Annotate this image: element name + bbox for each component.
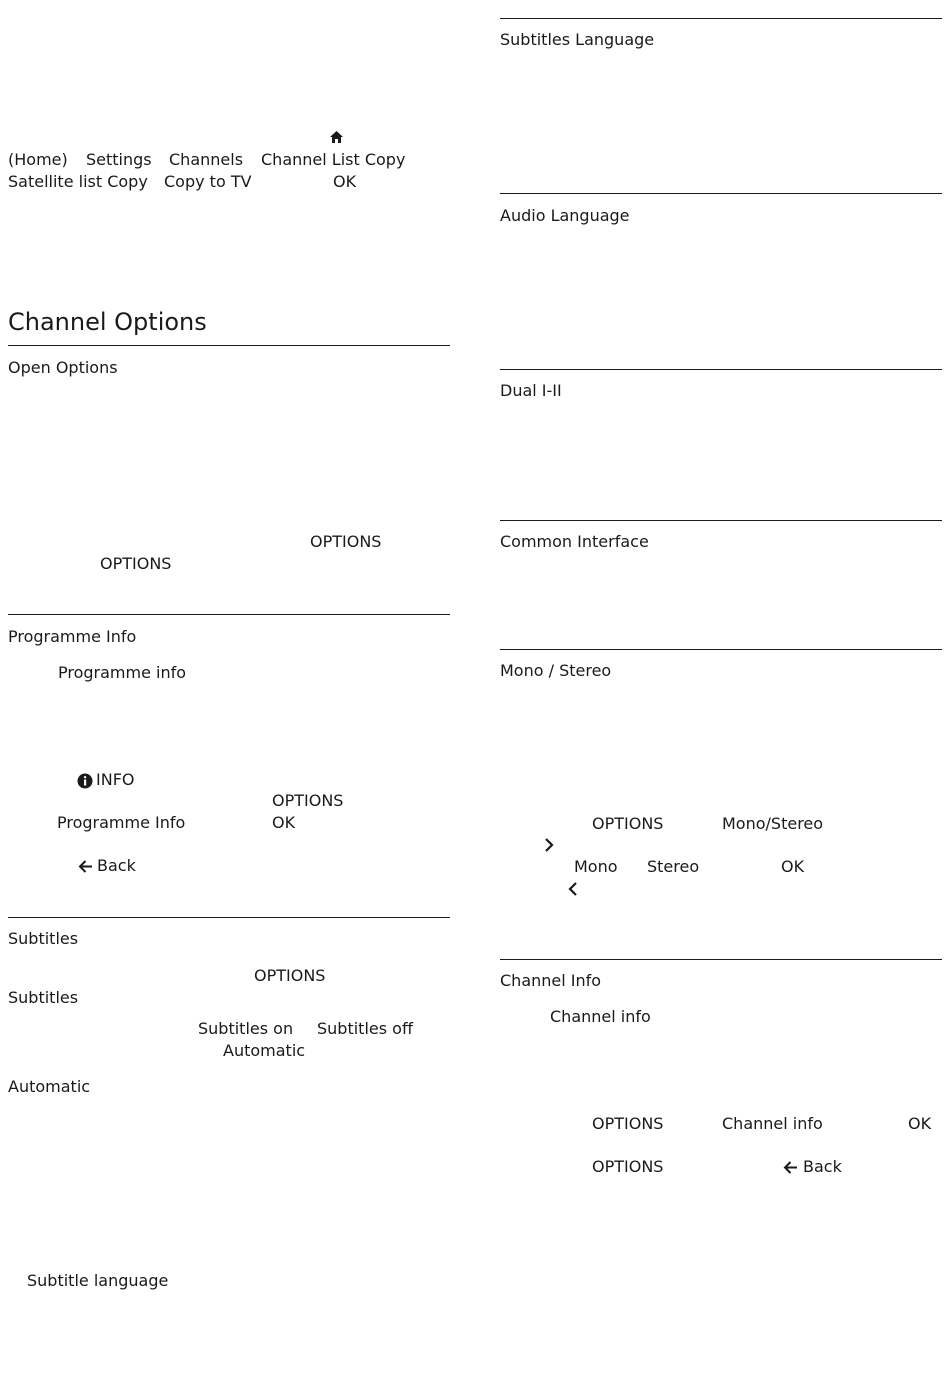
chevron-left-icon xyxy=(567,881,579,897)
breadcrumb-ok: OK xyxy=(333,172,357,191)
keyword-subtitles-on: Subtitles on xyxy=(198,1019,294,1038)
breadcrumb-home: (Home) xyxy=(8,150,68,169)
heading-dual: Dual I-II xyxy=(500,381,562,400)
section-rule xyxy=(500,18,942,19)
keyword-channel-info: Channel info xyxy=(722,1114,823,1133)
info-icon xyxy=(77,773,93,789)
heading-common-interface: Common Interface xyxy=(500,532,649,551)
heading-open-options: Open Options xyxy=(8,358,118,377)
home-icon xyxy=(329,130,344,144)
chevron-right-icon xyxy=(543,837,555,853)
keyword-options: OPTIONS xyxy=(592,814,664,833)
keyword-mono-stereo: Mono/Stereo xyxy=(722,814,824,833)
section-rule xyxy=(500,959,942,960)
keyword-automatic: Automatic xyxy=(8,1077,91,1096)
keyword-programme-info: Programme Info xyxy=(57,813,186,832)
keyword-stereo: Stereo xyxy=(647,857,700,876)
heading-channel-info: Channel Info xyxy=(500,971,602,990)
section-rule xyxy=(8,345,450,346)
section-rule xyxy=(500,649,942,650)
back-arrow-icon xyxy=(77,858,94,875)
breadcrumb-settings: Settings xyxy=(86,150,152,169)
keyword-info-key: INFO xyxy=(96,770,135,789)
keyword-channel-info: Channel info xyxy=(550,1007,651,1026)
heading-audio-language: Audio Language xyxy=(500,206,630,225)
section-rule xyxy=(500,369,942,370)
keyword-subtitles-off: Subtitles off xyxy=(317,1019,413,1038)
keyword-options: OPTIONS xyxy=(310,532,382,551)
keyword-programme-info: Programme info xyxy=(58,663,187,682)
keyword-options: OPTIONS xyxy=(100,554,172,573)
keyword-subtitles: Subtitles xyxy=(8,988,79,1007)
page-title: Channel Options xyxy=(8,308,207,336)
keyword-mono: Mono xyxy=(574,857,618,876)
heading-subtitles: Subtitles xyxy=(8,929,79,948)
keyword-options: OPTIONS xyxy=(272,791,344,810)
keyword-options: OPTIONS xyxy=(254,966,326,985)
keyword-subtitle-language: Subtitle language xyxy=(27,1271,169,1290)
section-rule xyxy=(8,917,450,918)
keyword-automatic: Automatic xyxy=(223,1041,306,1060)
breadcrumb-channels: Channels xyxy=(169,150,244,169)
keyword-back: Back xyxy=(97,856,136,875)
keyword-ok: OK xyxy=(781,857,805,876)
keyword-ok: OK xyxy=(908,1114,932,1133)
keyword-back: Back xyxy=(803,1157,842,1176)
keyword-options: OPTIONS xyxy=(592,1157,664,1176)
breadcrumb-satellite-list-copy: Satellite list Copy xyxy=(8,172,148,191)
keyword-ok: OK xyxy=(272,813,296,832)
heading-programme-info: Programme Info xyxy=(8,627,137,646)
section-rule xyxy=(500,520,942,521)
keyword-options: OPTIONS xyxy=(592,1114,664,1133)
heading-subtitles-language: Subtitles Language xyxy=(500,30,655,49)
breadcrumb-copy-to-tv: Copy to TV xyxy=(164,172,252,191)
section-rule xyxy=(500,193,942,194)
heading-mono-stereo: Mono / Stereo xyxy=(500,661,612,680)
section-rule xyxy=(8,614,450,615)
back-arrow-icon xyxy=(782,1159,799,1176)
breadcrumb-channel-list-copy: Channel List Copy xyxy=(261,150,406,169)
